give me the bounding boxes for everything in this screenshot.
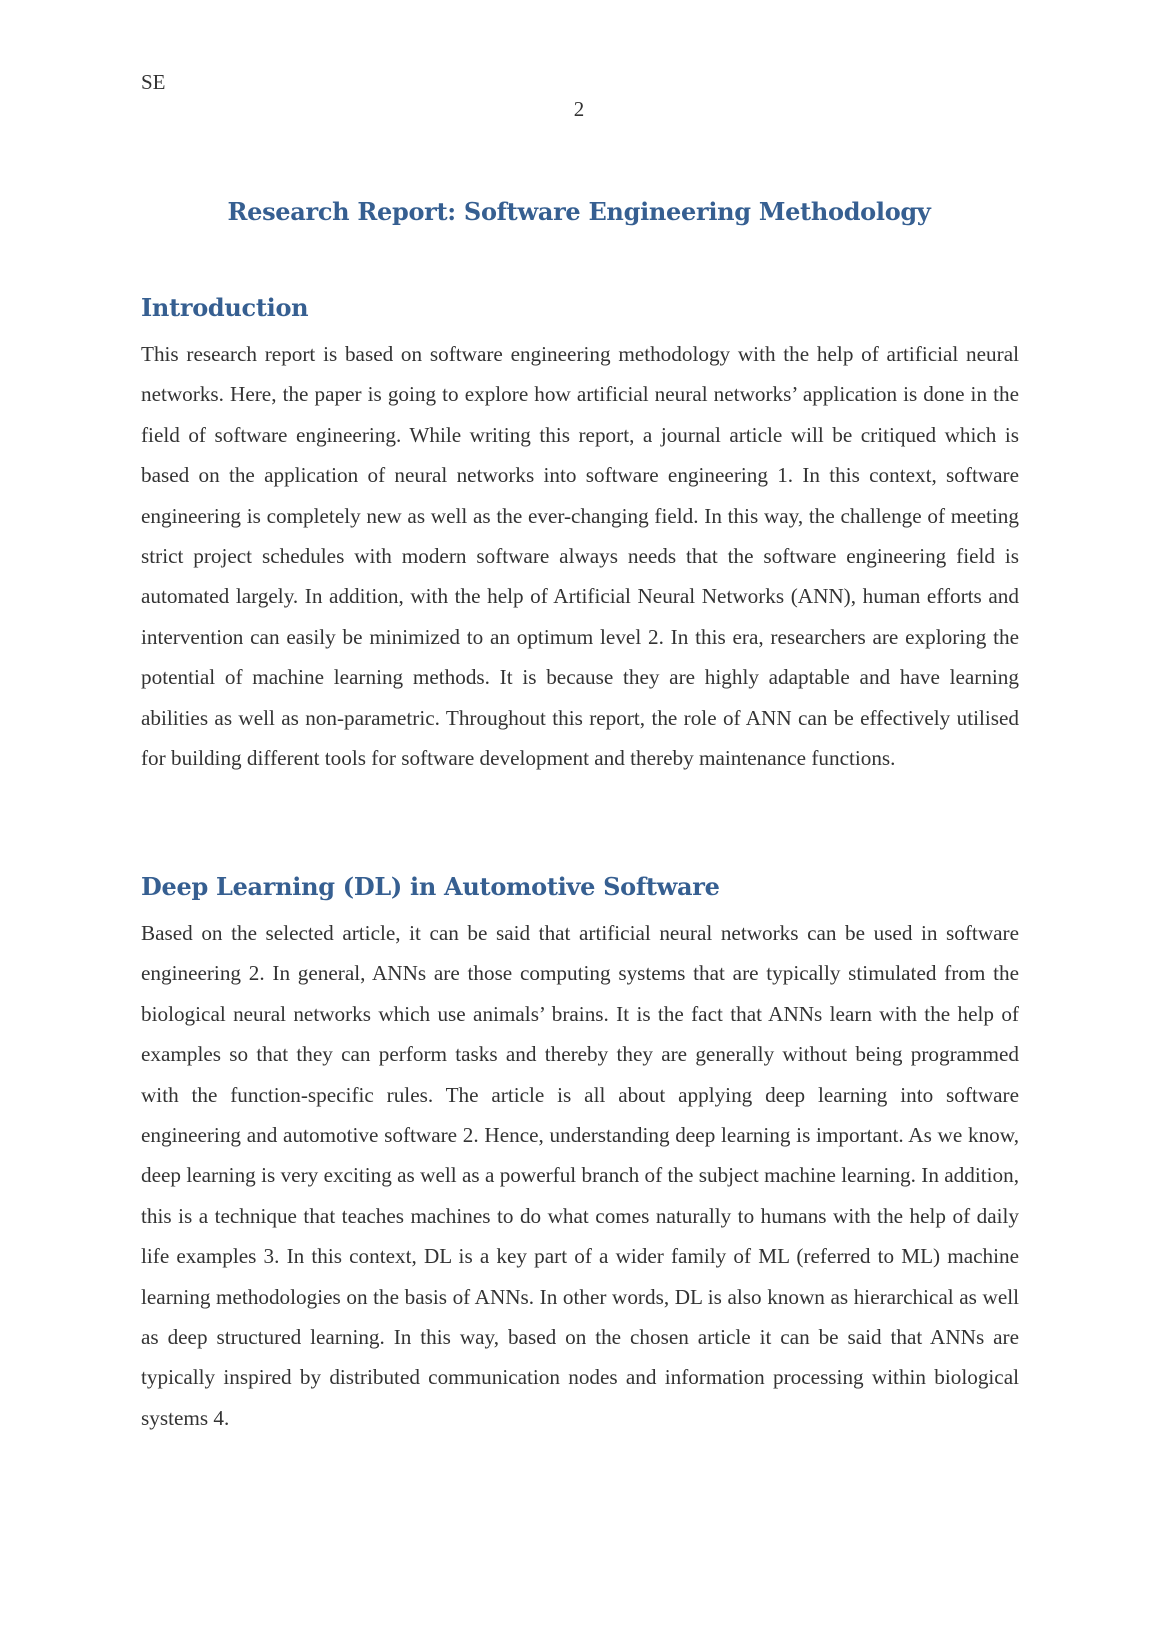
section-introduction: [141, 292, 1019, 778]
page-number: 2: [573, 97, 585, 121]
report-title: Research Report: Software Engineering Methodology: [227, 197, 931, 226]
section-heading-introduction: Introduction: [141, 293, 309, 322]
section-heading-deep-learning: Deep Learning (DL) in Automotive Software: [141, 872, 720, 901]
section-body-deep-learning: Based on the selected article, it can be said that artificial neural networks can be used in software engineering 2. In general, ANNs are those computing systems that are typically stimulated from the biological neural networks which use animals’ brains. It is the fact that ANNs learn with the help of examples so that they can perform tasks and thereby they are generally without being programmed with the function-specific rules. The article is all about applying deep learning into software engineering and automotive software 2. Hence, understanding deep learning is important. As we know, deep learning is very exciting as well as a powerful branch of the subject machine learning. In addition, this is a technique that teaches machines to do what comes naturally to humans with the help of daily life examples 3. In this context, DL is a key part of a wider family of ML (referred to ML) machine learning methodologies on the basis of ANNs. In other words, DL is also known as hierarchical as well as deep structured learning. In this way, based on the chosen article it can be said that ANNs are typically inspired by distributed communication nodes and information processing within biological systems 4.: [141, 921, 1019, 1430]
running-head: SE: [141, 70, 166, 94]
section-body-introduction: This research report is based on software engineering methodology with the help of artificial neural networks. Here, the paper is going to explore how artificial neural networks’ application is done in the field of software engineering. While writing this report, a journal article will be critiqued which is based on the application of neural networks into software engineering 1. In this context, software engineering is completely new as well as the ever-changing field. In this way, the challenge of meeting strict project schedules with modern software always needs that the software engineering field is automated largely. In addition, with the help of Artificial Neural Networks (ANN), human efforts and intervention can easily be minimized to an optimum level 2. In this era, researchers are exploring the potential of machine learning methods. It is because they are highly adaptable and have learning abilities as well as non-parametric. Throughout this report, the role of ANN can be effectively utilised for building different tools for software development and thereby maintenance functions.: [141, 342, 1019, 771]
section-deep-learning: [141, 871, 1019, 1438]
